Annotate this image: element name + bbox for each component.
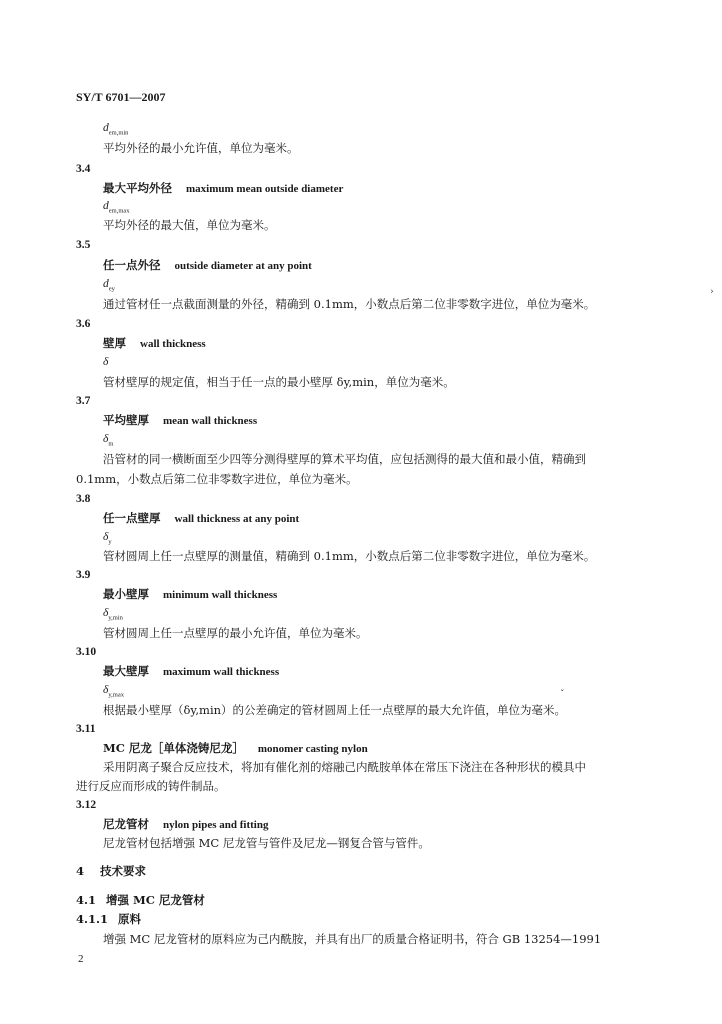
definition-text: 通过管材任一点截面测量的外径，精确到 0.1mm，小数点后第二位非零数字进位，单位为毫米。 — [103, 297, 596, 311]
symbol-dey: $d_{ey}$ — [103, 278, 115, 293]
definition-text: 管材圆周上任一点壁厚的最小允许值，单位为毫米。 — [103, 626, 368, 640]
symbol-delta-m: $\delta_m$ — [103, 433, 114, 448]
term-heading: 平均壁厚 mean wall thickness — [103, 413, 258, 427]
clause-number: 3.9 — [76, 569, 91, 581]
definition-text: 尼龙管材包括增强 MC 尼龙管与管件及尼龙—钢复合管与管件。 — [103, 836, 430, 850]
term-heading: 最小壁厚 minimum wall thickness — [103, 587, 278, 601]
standard-header: SY/T 6701—2007 — [76, 90, 166, 104]
definition-text: 平均外径的最大值，单位为毫米。 — [103, 218, 276, 232]
term-heading: 最大壁厚 maximum wall thickness — [103, 664, 280, 678]
definition-text: 管材圆周上任一点壁厚的测量值，精确到 0.1mm，小数点后第二位非零数字进位，单位为毫米。 — [103, 549, 596, 563]
definition-text: 进行反应而形成的铸件制品。 — [76, 779, 226, 793]
definition-text: 管材壁厚的规定值，相当于任一点的最小壁厚 δy,min，单位为毫米。 — [103, 375, 455, 389]
term-heading: 任一点外径 outside diameter at any point — [103, 258, 312, 272]
section-heading: 4 技术要求 — [76, 864, 147, 878]
term-heading: 任一点壁厚 wall thickness at any point — [103, 511, 300, 525]
term-heading: 尼龙管材 nylon pipes and fitting — [103, 817, 269, 831]
term-heading: MC 尼龙［单体浇铸尼龙］ monomer casting nylon — [103, 741, 368, 755]
clause-number: 3.7 — [76, 395, 91, 407]
definition-text: 0.1mm，小数点后第二位非零数字进位，单位为毫米。 — [76, 472, 358, 486]
clause-number: 3.8 — [76, 493, 91, 505]
symbol-delta-ymin: $\delta_{y,min}$ — [103, 607, 123, 622]
clause-number: 3.5 — [76, 239, 91, 251]
subsubsection-heading: 4.1.1 原料 — [76, 912, 142, 926]
subsection-heading: 4.1 增强 MC 尼龙管材 — [76, 893, 205, 907]
clause-number: 3.11 — [76, 723, 96, 735]
scan-mark: › — [710, 287, 714, 297]
scan-mark: ˇ — [560, 690, 565, 700]
definition-text: 平均外径的最小允许值，单位为毫米。 — [103, 141, 299, 155]
term-heading: 最大平均外径 maximum mean outside diameter — [103, 181, 344, 195]
clause-number: 3.12 — [76, 799, 97, 811]
clause-number: 3.4 — [76, 163, 91, 175]
definition-text: 沿管材的同一横断面至少四等分测得壁厚的算术平均值，应包括测得的最大值和最小值，精确到 — [103, 452, 586, 466]
definition-text: 增强 MC 尼龙管材的原料应为己内酰胺，并具有出厂的质量合格证明书，符合 GB 13254—1991 — [103, 932, 602, 946]
symbol-dem-max: $d_{em,max}$ — [103, 200, 130, 215]
symbol-delta-y: $\delta_y$ — [103, 531, 112, 546]
term-heading: 壁厚 wall thickness — [103, 336, 206, 350]
clause-number: 3.6 — [76, 318, 91, 330]
clause-number: 3.10 — [76, 646, 97, 658]
symbol-dem-min: $d_{em,min}$ — [103, 122, 129, 137]
definition-text: 根据最小壁厚（δy,min）的公差确定的管材圆周上任一点壁厚的最大允许值，单位为毫米。 — [103, 703, 567, 717]
definition-text: 采用阴离子聚合反应技术，将加有催化剂的熔融己内酰胺单体在常压下浇注在各种形状的模具中 — [103, 760, 586, 774]
page-number: 2 — [78, 953, 84, 965]
symbol-delta: δ — [103, 356, 109, 368]
symbol-delta-ymax: $\delta_{y,max}$ — [103, 684, 125, 699]
